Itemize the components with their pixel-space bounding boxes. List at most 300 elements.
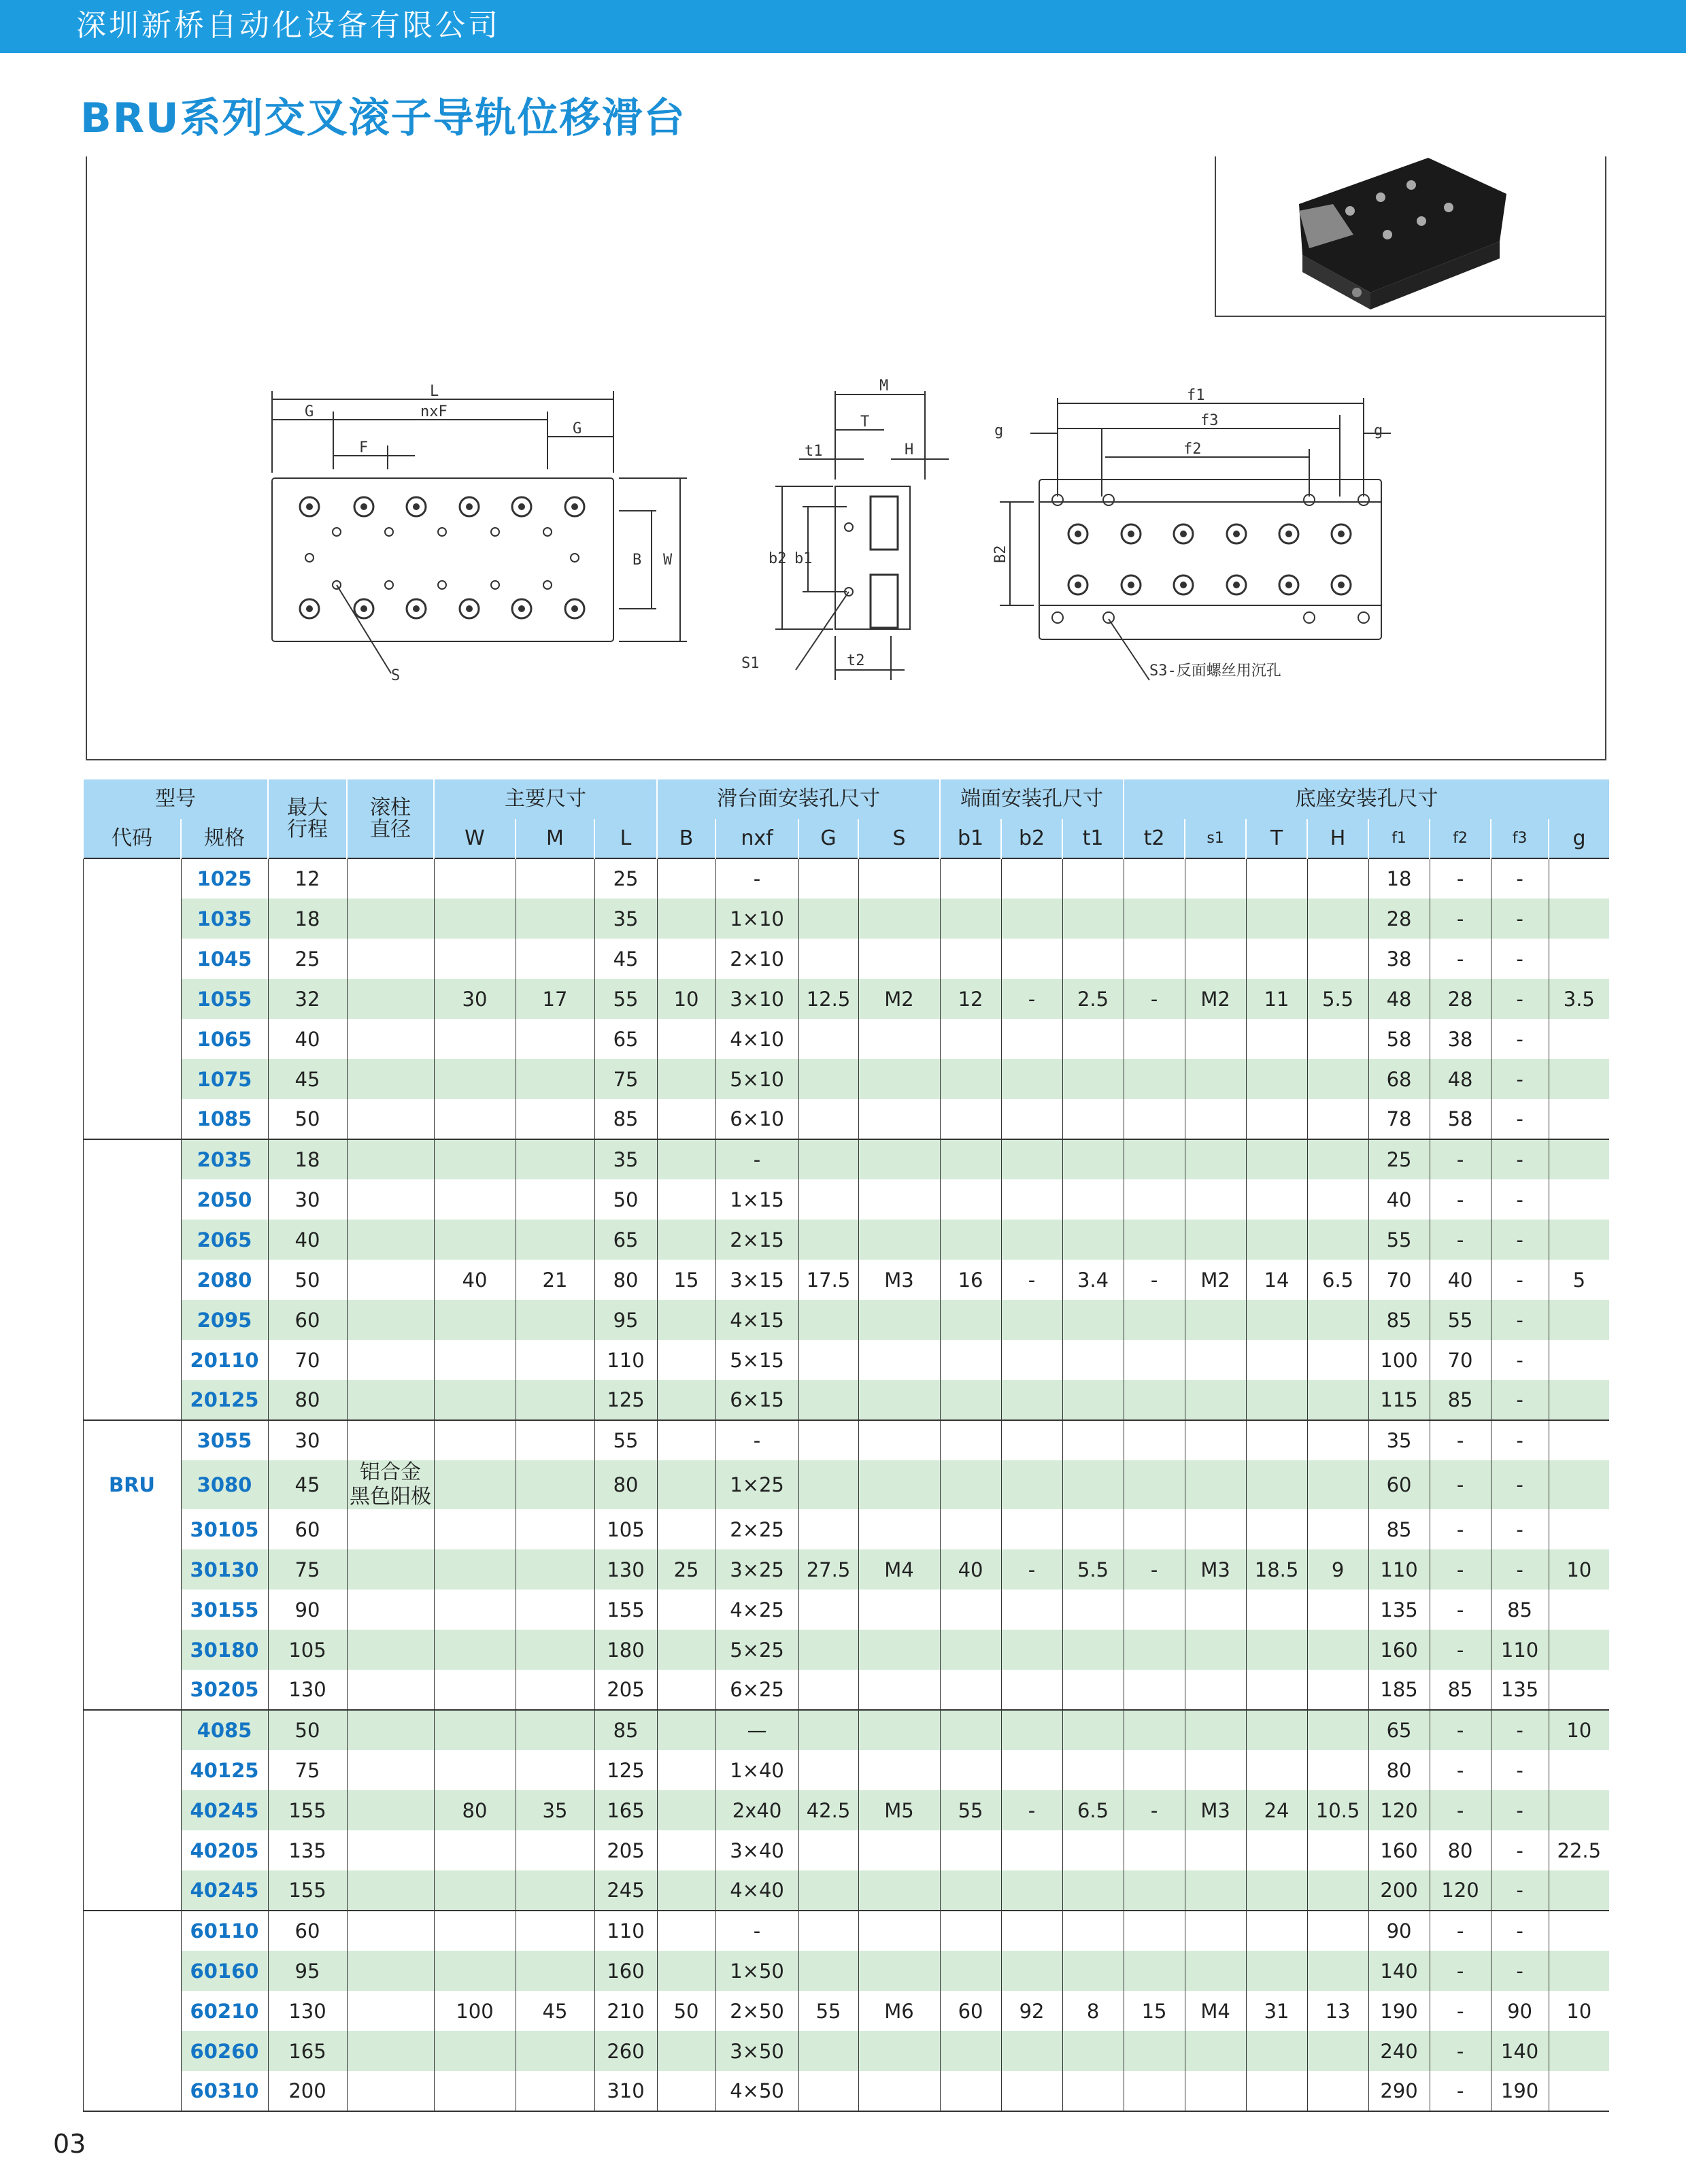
B bbox=[657, 1590, 715, 1630]
dim-f1: f1 bbox=[1187, 387, 1205, 404]
T bbox=[1246, 1710, 1307, 1750]
t1: 6.5 bbox=[1062, 1790, 1124, 1830]
b1 bbox=[940, 1830, 1001, 1870]
f2: 58 bbox=[1430, 1099, 1491, 1139]
t1 bbox=[1062, 1460, 1124, 1509]
page-number: 03 bbox=[53, 2129, 86, 2159]
f2: - bbox=[1430, 1991, 1491, 2031]
T bbox=[1246, 1630, 1307, 1670]
nxf: 4×15 bbox=[715, 1300, 798, 1340]
b1 bbox=[940, 1019, 1001, 1059]
stroke: 18 bbox=[268, 1139, 347, 1179]
b1: 55 bbox=[940, 1790, 1001, 1830]
M bbox=[516, 1630, 594, 1670]
G bbox=[798, 939, 858, 979]
W: 30 bbox=[434, 979, 516, 1019]
W bbox=[434, 1549, 516, 1590]
T bbox=[1246, 1300, 1307, 1340]
S bbox=[858, 1340, 940, 1380]
spec-code: 60160 bbox=[181, 1951, 268, 1991]
dim-S1: S1 bbox=[741, 655, 760, 672]
g: 5 bbox=[1549, 1260, 1609, 1300]
G bbox=[798, 1590, 858, 1630]
M bbox=[516, 1750, 594, 1790]
table-row bbox=[83, 1630, 1609, 1670]
g bbox=[1549, 1380, 1609, 1420]
f2: - bbox=[1430, 1139, 1491, 1179]
t2: - bbox=[1124, 1790, 1185, 1830]
s1 bbox=[1185, 898, 1246, 939]
M bbox=[516, 939, 594, 979]
H: 9 bbox=[1307, 1549, 1368, 1590]
table-row bbox=[83, 1179, 1609, 1220]
family-code bbox=[83, 1340, 181, 1380]
t2: - bbox=[1124, 979, 1185, 1019]
dim-t2: t2 bbox=[847, 652, 865, 669]
col-roller: 滚柱 直径 bbox=[347, 779, 434, 858]
col-nxf: nxf bbox=[715, 819, 798, 858]
H bbox=[1307, 1380, 1368, 1420]
f3: - bbox=[1491, 1220, 1549, 1260]
T bbox=[1246, 1059, 1307, 1099]
stroke: 90 bbox=[268, 1590, 347, 1630]
t1 bbox=[1062, 1340, 1124, 1380]
f3: - bbox=[1491, 979, 1549, 1019]
G bbox=[798, 1179, 858, 1220]
dim-S3: S3-反面螺丝用沉孔 bbox=[1149, 662, 1281, 679]
f2: 28 bbox=[1430, 979, 1491, 1019]
b2: 92 bbox=[1001, 1991, 1062, 2031]
H bbox=[1307, 1179, 1368, 1220]
L: 180 bbox=[594, 1630, 657, 1670]
col-T: T bbox=[1246, 819, 1307, 858]
nxf: 4×40 bbox=[715, 1870, 798, 1911]
nxf: 5×25 bbox=[715, 1630, 798, 1670]
spec-code: 30205 bbox=[181, 1670, 268, 1710]
H bbox=[1307, 1911, 1368, 1951]
dim-W: W bbox=[663, 552, 673, 569]
L: 165 bbox=[594, 1790, 657, 1830]
nxf: 4×10 bbox=[715, 1019, 798, 1059]
H bbox=[1307, 1951, 1368, 1991]
col-stroke: 最大 行程 bbox=[268, 779, 347, 858]
L: 105 bbox=[594, 1509, 657, 1549]
S bbox=[858, 1460, 940, 1509]
spec-code: 30105 bbox=[181, 1509, 268, 1549]
dim-H: H bbox=[905, 441, 914, 458]
T bbox=[1246, 1670, 1307, 1710]
spec-code: 60110 bbox=[181, 1911, 268, 1951]
col-t1: t1 bbox=[1062, 819, 1124, 858]
b1 bbox=[940, 1710, 1001, 1750]
f2: - bbox=[1430, 1220, 1491, 1260]
table-row bbox=[83, 1059, 1609, 1099]
nxf: 3×10 bbox=[715, 979, 798, 1019]
f2: - bbox=[1430, 1509, 1491, 1549]
roller-material bbox=[347, 1790, 434, 1830]
L: 125 bbox=[594, 1750, 657, 1790]
f3: - bbox=[1491, 1260, 1549, 1300]
s1 bbox=[1185, 2031, 1246, 2071]
B bbox=[657, 1630, 715, 1670]
roller-material: 铝合金 黑色阳极 bbox=[347, 1460, 434, 1509]
b2 bbox=[1001, 1830, 1062, 1870]
t1 bbox=[1062, 1300, 1124, 1340]
s1 bbox=[1185, 1340, 1246, 1380]
f1: 190 bbox=[1368, 1991, 1430, 2031]
s1 bbox=[1185, 1750, 1246, 1790]
L: 205 bbox=[594, 1670, 657, 1710]
f3: - bbox=[1491, 1340, 1549, 1380]
f1: 160 bbox=[1368, 1630, 1430, 1670]
table-row bbox=[83, 1019, 1609, 1059]
spec-table-body bbox=[83, 858, 1609, 2111]
roller-material bbox=[347, 1139, 434, 1179]
L: 65 bbox=[594, 1019, 657, 1059]
f2: - bbox=[1430, 939, 1491, 979]
table-row bbox=[83, 1380, 1609, 1420]
f2: - bbox=[1430, 1951, 1491, 1991]
f1: 70 bbox=[1368, 1260, 1430, 1300]
f3: - bbox=[1491, 898, 1549, 939]
spec-code: 2035 bbox=[181, 1139, 268, 1179]
family-code bbox=[83, 1670, 181, 1710]
spec-code: 40125 bbox=[181, 1750, 268, 1790]
spec-code: 3055 bbox=[181, 1420, 268, 1460]
col-base: 底座安装孔尺寸 bbox=[1124, 779, 1609, 819]
W bbox=[434, 1420, 516, 1460]
T bbox=[1246, 1750, 1307, 1790]
t1 bbox=[1062, 1220, 1124, 1260]
G bbox=[798, 1220, 858, 1260]
L: 55 bbox=[594, 1420, 657, 1460]
g bbox=[1549, 1220, 1609, 1260]
S bbox=[858, 1380, 940, 1420]
G bbox=[798, 898, 858, 939]
S bbox=[858, 1019, 940, 1059]
b1 bbox=[940, 1420, 1001, 1460]
T bbox=[1246, 1179, 1307, 1220]
g bbox=[1549, 1750, 1609, 1790]
technical-drawing bbox=[0, 0, 1686, 769]
f2: - bbox=[1430, 1710, 1491, 1750]
g bbox=[1549, 1670, 1609, 1710]
B bbox=[657, 1300, 715, 1340]
roller-material bbox=[347, 939, 434, 979]
s1: M3 bbox=[1185, 1790, 1246, 1830]
G bbox=[798, 1630, 858, 1670]
B bbox=[657, 858, 715, 898]
t1 bbox=[1062, 1590, 1124, 1630]
col-B: B bbox=[657, 819, 715, 858]
t1 bbox=[1062, 1710, 1124, 1750]
roller-material bbox=[347, 1951, 434, 1991]
nxf: 1×40 bbox=[715, 1750, 798, 1790]
s1 bbox=[1185, 1590, 1246, 1630]
spec-code: 1075 bbox=[181, 1059, 268, 1099]
t2 bbox=[1124, 858, 1185, 898]
g bbox=[1549, 1019, 1609, 1059]
roller-material bbox=[347, 1420, 434, 1460]
col-model: 型号 bbox=[83, 779, 268, 819]
H bbox=[1307, 1670, 1368, 1710]
W bbox=[434, 1710, 516, 1750]
f1: 48 bbox=[1368, 979, 1430, 1019]
f2: - bbox=[1430, 1460, 1491, 1509]
f2: - bbox=[1430, 1549, 1491, 1590]
roller-material bbox=[347, 1870, 434, 1911]
nxf: 6×25 bbox=[715, 1670, 798, 1710]
H: 10.5 bbox=[1307, 1790, 1368, 1830]
B bbox=[657, 1790, 715, 1830]
g bbox=[1549, 1059, 1609, 1099]
S bbox=[858, 1750, 940, 1790]
G bbox=[798, 1911, 858, 1951]
f3: 140 bbox=[1491, 2031, 1549, 2071]
G bbox=[798, 1460, 858, 1509]
g bbox=[1549, 1300, 1609, 1340]
b1 bbox=[940, 1300, 1001, 1340]
W bbox=[434, 1099, 516, 1139]
L: 65 bbox=[594, 1220, 657, 1260]
S bbox=[858, 1830, 940, 1870]
G bbox=[798, 1019, 858, 1059]
S bbox=[858, 2071, 940, 2111]
roller-material bbox=[347, 1340, 434, 1380]
stroke: 30 bbox=[268, 1179, 347, 1220]
stroke: 130 bbox=[268, 1991, 347, 2031]
f1: 78 bbox=[1368, 1099, 1430, 1139]
t2 bbox=[1124, 1340, 1185, 1380]
t2 bbox=[1124, 1059, 1185, 1099]
S bbox=[858, 939, 940, 979]
dim-b2: b2 bbox=[769, 550, 787, 567]
f2: - bbox=[1430, 1790, 1491, 1830]
B bbox=[657, 1870, 715, 1911]
nxf: 4×50 bbox=[715, 2071, 798, 2111]
col-b1: b1 bbox=[940, 819, 1001, 858]
t1: 3.4 bbox=[1062, 1260, 1124, 1300]
B bbox=[657, 1750, 715, 1790]
b2 bbox=[1001, 1300, 1062, 1340]
g bbox=[1549, 1139, 1609, 1179]
f3: - bbox=[1491, 1710, 1549, 1750]
W bbox=[434, 1509, 516, 1549]
f3: - bbox=[1491, 1019, 1549, 1059]
t2 bbox=[1124, 1670, 1185, 1710]
table-row bbox=[83, 939, 1609, 979]
spec-code: 1025 bbox=[181, 858, 268, 898]
roller-material bbox=[347, 2031, 434, 2071]
G bbox=[798, 1380, 858, 1420]
col-L: L bbox=[594, 819, 657, 858]
M: 35 bbox=[516, 1790, 594, 1830]
b1: 40 bbox=[940, 1549, 1001, 1590]
roller-material bbox=[347, 1179, 434, 1220]
G bbox=[798, 1710, 858, 1750]
W bbox=[434, 1951, 516, 1991]
G bbox=[798, 2031, 858, 2071]
spec-code: 2050 bbox=[181, 1179, 268, 1220]
s1 bbox=[1185, 1951, 1246, 1991]
roller-material bbox=[347, 979, 434, 1019]
table-row bbox=[83, 1460, 1609, 1509]
b2 bbox=[1001, 1951, 1062, 1991]
col-H: H bbox=[1307, 819, 1368, 858]
dim-G2: G bbox=[573, 420, 582, 437]
M bbox=[516, 1179, 594, 1220]
T bbox=[1246, 1420, 1307, 1460]
G: 27.5 bbox=[798, 1549, 858, 1590]
dim-T: T bbox=[860, 414, 870, 431]
H bbox=[1307, 1300, 1368, 1340]
col-s1: s1 bbox=[1185, 819, 1246, 858]
H bbox=[1307, 1420, 1368, 1460]
stroke: 50 bbox=[268, 1260, 347, 1300]
b2 bbox=[1001, 1340, 1062, 1380]
G bbox=[798, 1509, 858, 1549]
table-row bbox=[83, 1870, 1609, 1911]
b2 bbox=[1001, 1509, 1062, 1549]
M bbox=[516, 1460, 594, 1509]
b2 bbox=[1001, 2031, 1062, 2071]
b1 bbox=[940, 1059, 1001, 1099]
table-row bbox=[83, 1099, 1609, 1139]
f3: - bbox=[1491, 1830, 1549, 1870]
dim-f3: f3 bbox=[1200, 412, 1219, 429]
b1 bbox=[940, 1951, 1001, 1991]
f3: 110 bbox=[1491, 1630, 1549, 1670]
product-photo bbox=[1299, 158, 1506, 309]
dim-f2: f2 bbox=[1183, 441, 1202, 458]
family-code bbox=[83, 1590, 181, 1630]
H bbox=[1307, 2071, 1368, 2111]
col-spec: 规格 bbox=[181, 819, 268, 858]
b2: - bbox=[1001, 1790, 1062, 1830]
T bbox=[1246, 858, 1307, 898]
G: 55 bbox=[798, 1991, 858, 2031]
B bbox=[657, 2071, 715, 2111]
W bbox=[434, 1179, 516, 1220]
W: 80 bbox=[434, 1790, 516, 1830]
dim-g: g bbox=[994, 422, 1004, 439]
f3: 135 bbox=[1491, 1670, 1549, 1710]
b2 bbox=[1001, 1139, 1062, 1179]
s1 bbox=[1185, 1710, 1246, 1750]
t1: 5.5 bbox=[1062, 1549, 1124, 1590]
f1: 18 bbox=[1368, 858, 1430, 898]
W bbox=[434, 1340, 516, 1380]
col-b2: b2 bbox=[1001, 819, 1062, 858]
table-row bbox=[83, 1830, 1609, 1870]
nxf: 2x40 bbox=[715, 1790, 798, 1830]
b1 bbox=[940, 2031, 1001, 2071]
W bbox=[434, 1139, 516, 1179]
f2: - bbox=[1430, 1179, 1491, 1220]
s1 bbox=[1185, 858, 1246, 898]
T: 24 bbox=[1246, 1790, 1307, 1830]
W bbox=[434, 1911, 516, 1951]
b2 bbox=[1001, 1710, 1062, 1750]
T bbox=[1246, 1590, 1307, 1630]
dim-g2: g bbox=[1374, 422, 1383, 439]
H bbox=[1307, 898, 1368, 939]
t2 bbox=[1124, 2071, 1185, 2111]
roller-material bbox=[347, 2071, 434, 2111]
G bbox=[798, 1340, 858, 1380]
t1 bbox=[1062, 1830, 1124, 1870]
M bbox=[516, 2031, 594, 2071]
spec-table bbox=[82, 779, 1608, 2112]
b2 bbox=[1001, 1420, 1062, 1460]
S: M2 bbox=[858, 979, 940, 1019]
stroke: 95 bbox=[268, 1951, 347, 1991]
f2: - bbox=[1430, 1750, 1491, 1790]
t1 bbox=[1062, 1139, 1124, 1179]
s1 bbox=[1185, 1099, 1246, 1139]
f3: - bbox=[1491, 1380, 1549, 1420]
T bbox=[1246, 2031, 1307, 2071]
L: 260 bbox=[594, 2031, 657, 2071]
dim-F: F bbox=[359, 439, 369, 456]
b2 bbox=[1001, 1460, 1062, 1509]
B bbox=[657, 898, 715, 939]
f1: 40 bbox=[1368, 1179, 1430, 1220]
W bbox=[434, 1019, 516, 1059]
t1 bbox=[1062, 939, 1124, 979]
b1: 12 bbox=[940, 979, 1001, 1019]
s1 bbox=[1185, 1870, 1246, 1911]
f1: 85 bbox=[1368, 1509, 1430, 1549]
H bbox=[1307, 1340, 1368, 1380]
g bbox=[1549, 1630, 1609, 1670]
t2 bbox=[1124, 1630, 1185, 1670]
W bbox=[434, 898, 516, 939]
b1 bbox=[940, 939, 1001, 979]
s1 bbox=[1185, 2071, 1246, 2111]
L: 155 bbox=[594, 1590, 657, 1630]
S bbox=[858, 1670, 940, 1710]
B bbox=[657, 1710, 715, 1750]
spec-code: 60310 bbox=[181, 2071, 268, 2111]
f3: - bbox=[1491, 1059, 1549, 1099]
B bbox=[657, 1509, 715, 1549]
M bbox=[516, 1019, 594, 1059]
b1 bbox=[940, 1340, 1001, 1380]
s1: M3 bbox=[1185, 1549, 1246, 1590]
B bbox=[657, 2031, 715, 2071]
b1 bbox=[940, 2071, 1001, 2111]
b2 bbox=[1001, 2071, 1062, 2111]
b2 bbox=[1001, 1870, 1062, 1911]
nxf: 2×15 bbox=[715, 1220, 798, 1260]
H: 5.5 bbox=[1307, 979, 1368, 1019]
f3: - bbox=[1491, 858, 1549, 898]
H: 13 bbox=[1307, 1991, 1368, 2031]
f2: - bbox=[1430, 2071, 1491, 2111]
G bbox=[798, 1059, 858, 1099]
S bbox=[858, 1590, 940, 1630]
L: 130 bbox=[594, 1549, 657, 1590]
G: 17.5 bbox=[798, 1260, 858, 1300]
nxf: 2×50 bbox=[715, 1991, 798, 2031]
g bbox=[1549, 1420, 1609, 1460]
family-code bbox=[83, 2031, 181, 2071]
t1 bbox=[1062, 1870, 1124, 1911]
col-f2: f2 bbox=[1430, 819, 1491, 858]
t2 bbox=[1124, 1951, 1185, 1991]
g bbox=[1549, 858, 1609, 898]
